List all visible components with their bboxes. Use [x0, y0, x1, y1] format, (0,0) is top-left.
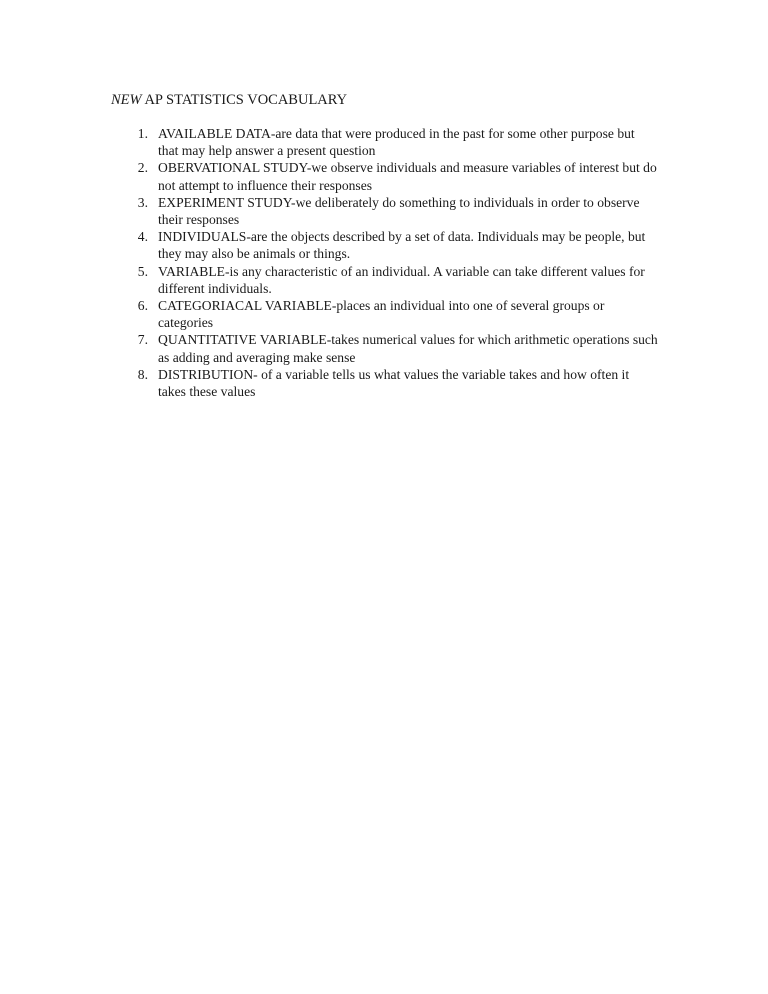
- item-definition: EXPERIMENT STUDY-we deliberately do something to individuals in order to observe their responses: [158, 194, 640, 228]
- list-item: [0, 194, 768, 228]
- vocabulary-list: [0, 125, 768, 400]
- item-definition: CATEGORIACAL VARIABLE-places an individual into one of several groups or categories: [158, 298, 605, 331]
- item-definition: INDIVIDUALS-are the objects described by a set of data. Individuals may be people, but they may also be animals or things.: [158, 229, 646, 262]
- item-number: 8.: [137, 366, 148, 382]
- item-number: 4.: [137, 229, 148, 245]
- item-definition: VARIABLE-is any characteristic of an individual. A variable can take different values for different individuals.: [158, 263, 645, 296]
- document-title: [111, 90, 347, 110]
- item-number: 1.: [137, 126, 148, 141]
- title-text: AP STATISTICS VOCABULARY: [144, 92, 348, 108]
- list-item: [0, 263, 768, 297]
- list-item: [0, 159, 768, 193]
- item-definition: AVAILABLE DATA-are data that were produced in the past for some other purpose but that may help answer a present question: [158, 126, 635, 159]
- item-number: 5.: [137, 263, 148, 279]
- item-definition: QUANTITATIVE VARIABLE-takes numerical values for which arithmetic operations such as adding and averaging make sense: [158, 332, 658, 365]
- list-item: [0, 228, 768, 262]
- list-item: [0, 366, 768, 400]
- item-number: 6.: [137, 298, 148, 314]
- item-number: 7.: [137, 332, 148, 348]
- list-item: [0, 331, 768, 365]
- list-item: [0, 125, 768, 159]
- item-number: 2.: [137, 160, 148, 176]
- item-definition: OBERVATIONAL STUDY-we observe individuals and measure variables of interest but do not attempt to influence their responses: [158, 160, 657, 193]
- item-number: 3.: [137, 194, 148, 210]
- title-new-emphasis: NEW: [111, 92, 142, 108]
- item-definition: DISTRIBUTION- of a variable tells us what values the variable takes and how often it takes these values: [158, 366, 630, 400]
- list-item: [0, 297, 768, 331]
